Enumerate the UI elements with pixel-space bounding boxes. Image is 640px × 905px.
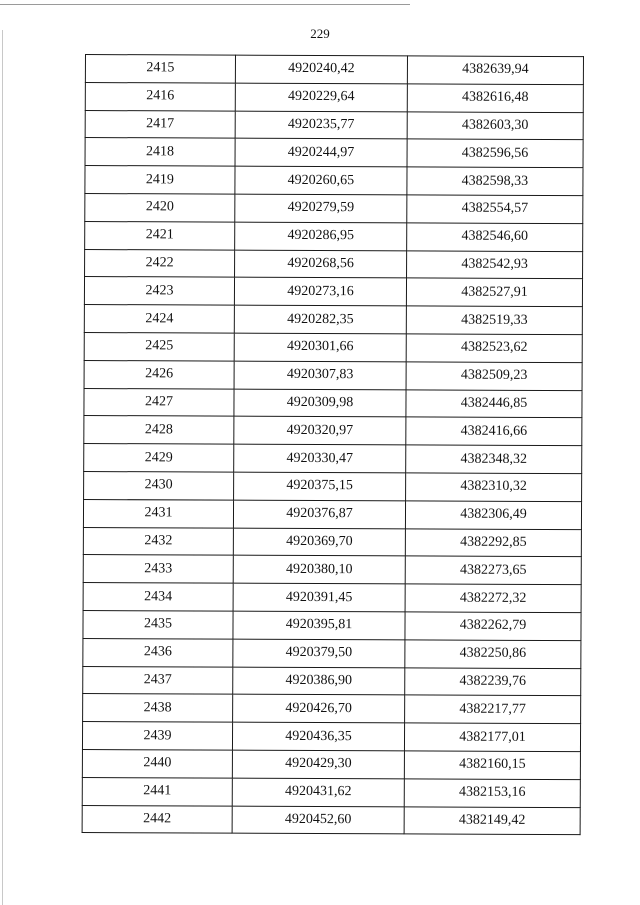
point-number-cell: 2429 [84, 444, 234, 472]
point-number-cell: 2421 [85, 221, 235, 249]
y-coordinate-cell: 4382217,77 [405, 695, 581, 724]
x-coordinate-cell: 4920369,70 [233, 528, 405, 557]
point-number-cell: 2417 [85, 110, 235, 138]
x-coordinate-cell: 4920375,15 [234, 472, 406, 501]
point-number-cell: 2442 [82, 805, 232, 833]
x-coordinate-cell: 4920273,16 [234, 278, 406, 307]
x-coordinate-cell: 4920431,62 [232, 778, 404, 807]
y-coordinate-cell: 4382348,32 [406, 445, 582, 474]
point-number-cell: 2425 [84, 332, 234, 360]
y-coordinate-cell: 4382160,15 [404, 751, 580, 780]
table-row [85, 221, 583, 251]
x-coordinate-cell: 4920307,83 [234, 361, 406, 390]
point-number-cell: 2441 [82, 777, 232, 805]
point-number-cell: 2424 [84, 305, 234, 333]
table-row [83, 555, 581, 585]
x-coordinate-cell: 4920330,47 [234, 444, 406, 473]
y-coordinate-cell: 4382523,62 [406, 334, 582, 363]
point-number-cell: 2430 [84, 471, 234, 499]
y-coordinate-cell: 4382596,56 [407, 139, 583, 168]
table-row [84, 471, 582, 501]
x-coordinate-cell: 4920436,35 [232, 722, 404, 751]
table-row [85, 110, 583, 140]
point-number-cell: 2415 [85, 55, 235, 83]
point-number-cell: 2423 [84, 277, 234, 305]
top-scan-rule [0, 4, 410, 5]
y-coordinate-cell: 4382272,32 [405, 584, 581, 613]
table-row [84, 305, 582, 335]
table-row [84, 444, 582, 474]
table-row [83, 666, 581, 696]
table-row [83, 694, 581, 724]
x-coordinate-cell: 4920286,95 [235, 222, 407, 251]
x-coordinate-cell: 4920309,98 [234, 389, 406, 418]
point-number-cell: 2433 [83, 555, 233, 583]
table-row [82, 722, 580, 752]
table-row [84, 416, 582, 446]
table-row [83, 527, 581, 557]
x-coordinate-cell: 4920426,70 [233, 694, 405, 723]
point-number-cell: 2427 [84, 388, 234, 416]
table-row [85, 138, 583, 168]
point-number-cell: 2418 [85, 138, 235, 166]
y-coordinate-cell: 4382542,93 [407, 250, 583, 279]
table-row [82, 805, 580, 835]
point-number-cell: 2422 [85, 249, 235, 277]
point-number-cell: 2436 [83, 638, 233, 666]
x-coordinate-cell: 4920301,66 [234, 333, 406, 362]
point-number-cell: 2432 [83, 527, 233, 555]
table-row [85, 249, 583, 279]
x-coordinate-cell: 4920395,81 [233, 611, 405, 640]
x-coordinate-cell: 4920320,97 [234, 417, 406, 446]
table-row [82, 749, 580, 779]
table-row [83, 610, 581, 640]
point-number-cell: 2438 [83, 694, 233, 722]
coordinates-table-wrapper [85, 54, 583, 833]
point-number-cell: 2431 [83, 499, 233, 527]
y-coordinate-cell: 4382310,32 [406, 473, 582, 502]
coordinates-table-body [82, 55, 583, 835]
point-number-cell: 2428 [84, 416, 234, 444]
point-number-cell: 2440 [82, 749, 232, 777]
point-number-cell: 2439 [82, 722, 232, 750]
table-row [85, 82, 583, 112]
table-row [82, 777, 580, 807]
y-coordinate-cell: 4382292,85 [405, 528, 581, 557]
page-number: 229 [310, 26, 330, 41]
x-coordinate-cell: 4920240,42 [235, 55, 407, 84]
table-row [83, 499, 581, 529]
x-coordinate-cell: 4920452,60 [232, 806, 404, 835]
y-coordinate-cell: 4382177,01 [404, 723, 580, 752]
x-coordinate-cell: 4920376,87 [233, 500, 405, 529]
y-coordinate-cell: 4382239,76 [405, 667, 581, 696]
x-coordinate-cell: 4920229,64 [235, 83, 407, 112]
y-coordinate-cell: 4382603,30 [407, 112, 583, 141]
point-number-cell: 2437 [83, 666, 233, 694]
y-coordinate-cell: 4382598,33 [407, 167, 583, 196]
y-coordinate-cell: 4382639,94 [407, 56, 583, 85]
y-coordinate-cell: 4382446,85 [406, 389, 582, 418]
x-coordinate-cell: 4920279,59 [235, 194, 407, 223]
y-coordinate-cell: 4382519,33 [406, 306, 582, 335]
y-coordinate-cell: 4382262,79 [405, 612, 581, 641]
x-coordinate-cell: 4920379,50 [233, 639, 405, 668]
table-row [84, 332, 582, 362]
table-row [83, 583, 581, 613]
point-number-cell: 2434 [83, 583, 233, 611]
table-row [83, 638, 581, 668]
point-number-cell: 2435 [83, 610, 233, 638]
x-coordinate-cell: 4920391,45 [233, 583, 405, 612]
point-number-cell: 2416 [85, 82, 235, 110]
y-coordinate-cell: 4382546,60 [407, 223, 583, 252]
y-coordinate-cell: 4382554,57 [407, 195, 583, 224]
y-coordinate-cell: 4382616,48 [407, 84, 583, 113]
point-number-cell: 2426 [84, 360, 234, 388]
point-number-cell: 2419 [85, 166, 235, 194]
x-coordinate-cell: 4920386,90 [233, 667, 405, 696]
table-row [85, 166, 583, 196]
y-coordinate-cell: 4382273,65 [405, 556, 581, 585]
point-number-cell: 2420 [85, 193, 235, 221]
table-row [85, 55, 583, 85]
table-row [84, 388, 582, 418]
table-row [85, 193, 583, 223]
x-coordinate-cell: 4920244,97 [235, 139, 407, 168]
y-coordinate-cell: 4382509,23 [406, 362, 582, 391]
coordinates-table [82, 54, 584, 835]
x-coordinate-cell: 4920235,77 [235, 111, 407, 140]
x-coordinate-cell: 4920380,10 [233, 555, 405, 584]
table-row [84, 277, 582, 307]
x-coordinate-cell: 4920282,35 [234, 305, 406, 334]
left-scan-edge [2, 30, 3, 905]
x-coordinate-cell: 4920429,30 [232, 750, 404, 779]
y-coordinate-cell: 4382250,86 [405, 640, 581, 669]
y-coordinate-cell: 4382149,42 [404, 806, 580, 835]
y-coordinate-cell: 4382416,66 [406, 417, 582, 446]
y-coordinate-cell: 4382153,16 [404, 779, 580, 808]
table-row [84, 360, 582, 390]
y-coordinate-cell: 4382527,91 [406, 278, 582, 307]
x-coordinate-cell: 4920268,56 [235, 250, 407, 279]
x-coordinate-cell: 4920260,65 [235, 166, 407, 195]
y-coordinate-cell: 4382306,49 [405, 501, 581, 530]
